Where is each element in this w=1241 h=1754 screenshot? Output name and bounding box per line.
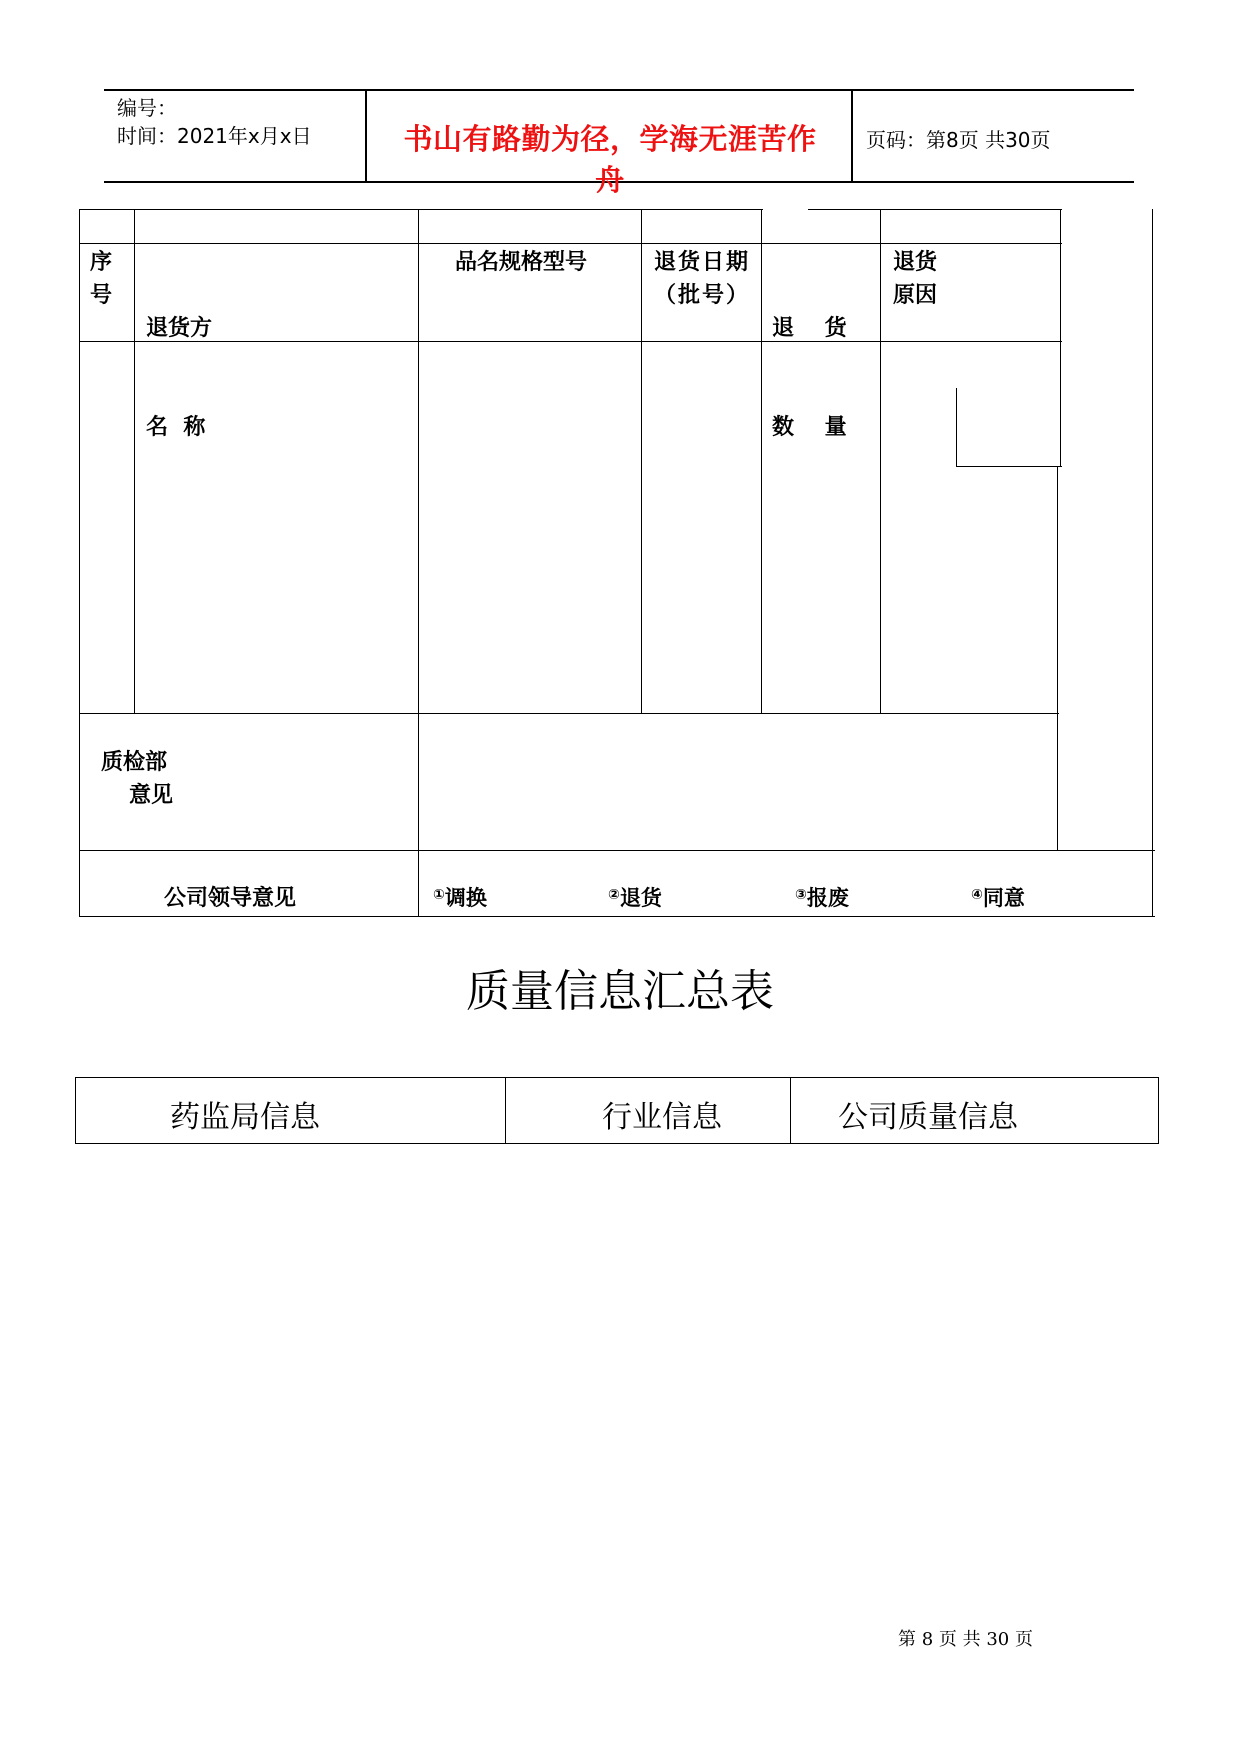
option-return[interactable]: [608, 882, 662, 912]
col-header-return-date: 退货日期 （批号）: [654, 249, 751, 308]
category-industry-info: 行业信息: [602, 1100, 722, 1135]
table-rule: [79, 209, 763, 210]
option-mark: ②: [608, 887, 620, 903]
option-agree[interactable]: [971, 882, 1025, 912]
table-rule: [79, 916, 1155, 917]
document-number-label: 编号：: [117, 96, 177, 120]
table-rule: [134, 209, 135, 714]
leader-opinion-label: 公司领导意见: [164, 885, 297, 911]
table-rule: [75, 1077, 76, 1144]
header-divider-left: [365, 89, 367, 182]
table-rule: [1060, 209, 1061, 467]
table-rule: [75, 1077, 1159, 1078]
table-rule: [79, 850, 1155, 851]
table-rule: [761, 209, 762, 714]
option-label: 报废: [806, 885, 849, 910]
table-rule: [1158, 1077, 1159, 1144]
table-rule: [1152, 209, 1153, 917]
header-divider-right: [851, 89, 853, 182]
document-date: 时间：2021年x月x日: [117, 124, 312, 148]
table-rule: [79, 341, 1062, 342]
table-rule: [1057, 466, 1058, 851]
category-fda-info: 药监局信息: [170, 1100, 320, 1135]
table-rule: [505, 1077, 506, 1144]
option-label: 同意: [982, 885, 1025, 910]
option-mark: ④: [971, 887, 983, 903]
table-rule: [79, 713, 1059, 714]
table-rule: [956, 388, 957, 467]
option-label: 调换: [444, 885, 487, 910]
col-header-product: 品名规格型号: [455, 249, 588, 275]
qc-dept-label: 质检部 意见: [101, 749, 174, 808]
table-rule: [418, 209, 419, 917]
table-rule: [880, 209, 881, 714]
col-header-reason: 退货 原因: [893, 249, 938, 308]
option-exchange[interactable]: [433, 882, 487, 912]
table-rule: [790, 1077, 791, 1144]
option-scrap[interactable]: [795, 882, 849, 912]
category-company-quality-info: 公司质量信息: [838, 1100, 1018, 1135]
col-header-quantity: 退 货 数 量: [772, 315, 847, 440]
col-header-returner: 退货方 名 称: [146, 315, 213, 440]
table-rule: [75, 1143, 1159, 1144]
col-header-seq: 序 号: [90, 249, 113, 308]
table-rule: [641, 209, 642, 714]
table-rule: [79, 209, 80, 917]
header-top-rule: [104, 89, 1134, 91]
option-mark: ③: [795, 887, 807, 903]
table-rule: [957, 466, 1062, 467]
table-rule: [808, 209, 1062, 210]
option-label: 退货: [619, 885, 662, 910]
summary-title: 质量信息汇总表: [466, 966, 774, 1017]
page-footer: 第 8 页 共 30 页: [898, 1629, 1033, 1650]
header-page-info: 页码：第8页 共30页: [866, 128, 1051, 152]
option-mark: ①: [433, 887, 445, 903]
header-motto: 书山有路勤为径，学海无涯苦作舟: [403, 122, 817, 197]
table-rule: [79, 243, 1062, 244]
